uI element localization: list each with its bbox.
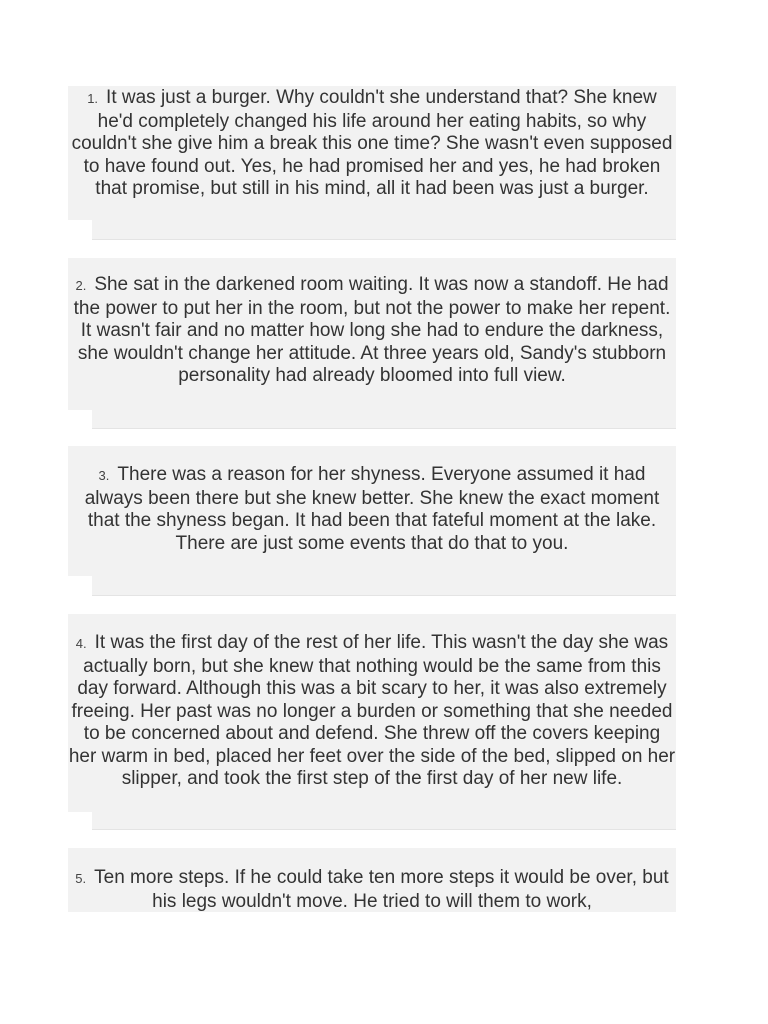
- list-item-paragraph: [68, 464, 676, 555]
- list-item-number: 2.: [75, 278, 87, 293]
- list-item-paragraph: [68, 632, 676, 791]
- list-item-5: [68, 848, 676, 912]
- list-item-text: There was a reason for her shyness. Everyone assumed it had always been there but she knew better. She knew the exact moment that the shyness began. It had been that fateful moment at the lake. There are just some events that do that to you.: [84, 464, 660, 554]
- list-item-paragraph: [68, 87, 676, 201]
- list-item-paragraph: [68, 274, 676, 388]
- list-item-2: [68, 258, 676, 429]
- list-item-text: Ten more steps. If he could take ten more steps it would be over, but his legs wouldn't move. He tried to will them to work,: [94, 867, 669, 912]
- list-item-tail: [92, 410, 676, 429]
- list-item-tail: [92, 220, 676, 240]
- list-item-3: [68, 446, 676, 596]
- list-item-paragraph: [68, 867, 676, 912]
- list-item-text: It was the first day of the rest of her life. This wasn't the day she was actually born, but she knew that nothing would be the same from this day forward. Although this was a bit scary to her, it was also extremely freeing. Her past was no longer a burden or something that she needed to be concerned about and defend. She threw off the covers keeping her warm in bed, placed her feet over the side of the bed, slipped on her slipper, and took the first step of the first day of her new life.: [68, 632, 676, 789]
- list-item-text: It was just a burger. Why couldn't she understand that? She knew he'd completely changed his life around her eating habits, so why couldn't she give him a break this one time? She wasn't even supposed to have found out. Yes, he had promised her and yes, he had broken that promise, but still in his mind, all it had been was just a burger.: [71, 87, 673, 199]
- list-item-text: She sat in the darkened room waiting. It was now a standoff. He had the power to put her in the room, but not the power to make her repent. It wasn't fair and no matter how long she had to endure the darkness, she wouldn't change her attitude. At three years old, Sandy's stubborn personality had already bloomed into full view.: [73, 274, 671, 386]
- list-item-tail: [92, 812, 676, 830]
- list-item-number: 3.: [98, 468, 110, 483]
- list-item-number: 4.: [75, 636, 87, 651]
- list-item-number: 5.: [75, 871, 87, 886]
- list-item-1: [68, 86, 676, 240]
- list-item-4: [68, 614, 676, 830]
- list-item-tail: [92, 576, 676, 596]
- list-item-number: 1.: [87, 91, 99, 106]
